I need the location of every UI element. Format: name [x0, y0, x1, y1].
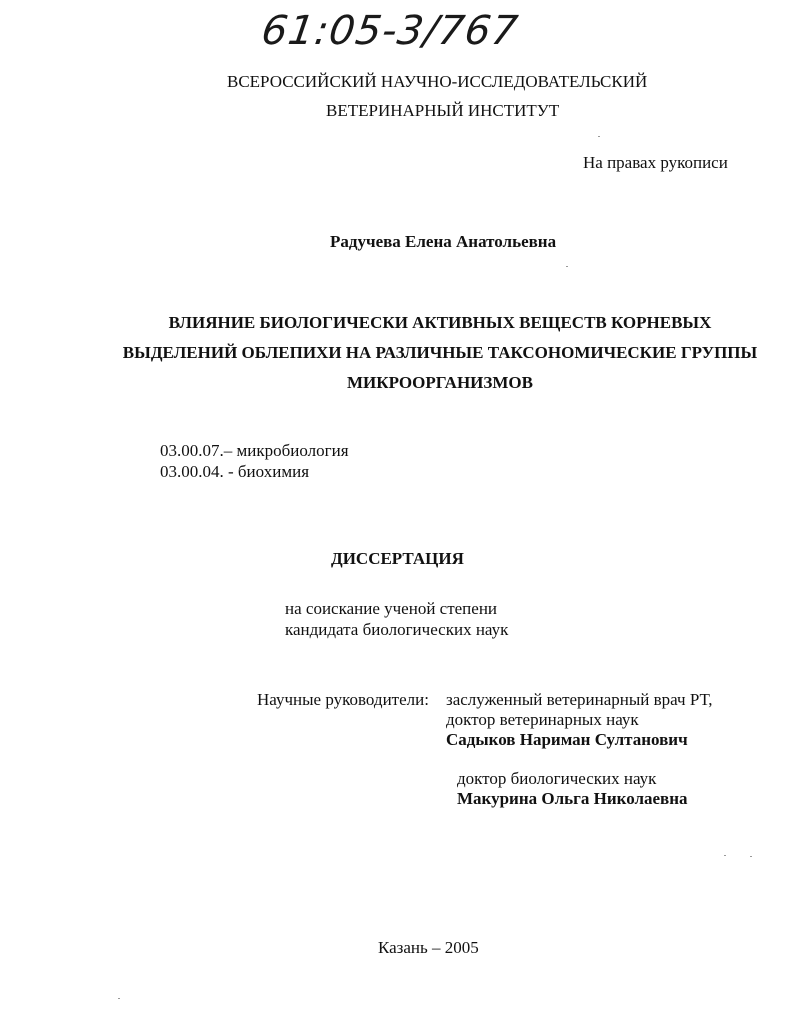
- institute-line-1: ВСЕРОССИЙСКИЙ НАУЧНО-ИССЛЕДОВАТЕЛЬСКИЙ: [227, 72, 648, 91]
- supervisor-1-title-2: доктор ветеринарных наук: [446, 710, 639, 729]
- handwritten-stamp: 61:05-3/767: [258, 8, 522, 54]
- scan-speck: [750, 856, 752, 857]
- scan-speck: [724, 855, 726, 856]
- supervisor-1-title-1: заслуженный ветеринарный врач РТ,: [446, 690, 713, 709]
- scan-speck: [118, 998, 120, 999]
- rights-note: На правах рукописи: [583, 153, 728, 172]
- supervisor-2-title: доктор биологических наук: [457, 769, 657, 788]
- dissertation-title: ВЛИЯНИЕ БИОЛОГИЧЕСКИ АКТИВНЫХ ВЕЩЕСТВ КОРНЕВЫХ ВЫДЕЛЕНИЙ ОБЛЕПИХИ НА РАЗЛИЧНЫЕ ТАКСОНОМИЧЕСКИЕ ГРУППЫ МИКРООРГАНИЗМОВ: [122, 313, 758, 392]
- document-type: ДИССЕРТАЦИЯ: [331, 549, 464, 568]
- place-year: Казань – 2005: [378, 938, 479, 957]
- institute-line-2: ВЕТЕРИНАРНЫЙ ИНСТИТУТ: [326, 101, 560, 120]
- degree-line-2: кандидата биологических наук: [285, 620, 509, 639]
- supervisors-label: Научные руководители:: [257, 690, 429, 709]
- specialty-1: 03.00.07.– микробиология: [160, 441, 349, 460]
- degree-line-1: на соискание ученой степени: [285, 599, 498, 618]
- author-name: Радучева Елена Анатольевна: [330, 232, 557, 251]
- scan-speck: [566, 266, 568, 267]
- supervisor-2-name: Макурина Ольга Николаевна: [457, 789, 688, 808]
- supervisor-1-name: Садыков Нариман Султанович: [446, 730, 688, 749]
- scan-speck: [598, 136, 600, 137]
- specialty-2: 03.00.04. - биохимия: [160, 462, 310, 481]
